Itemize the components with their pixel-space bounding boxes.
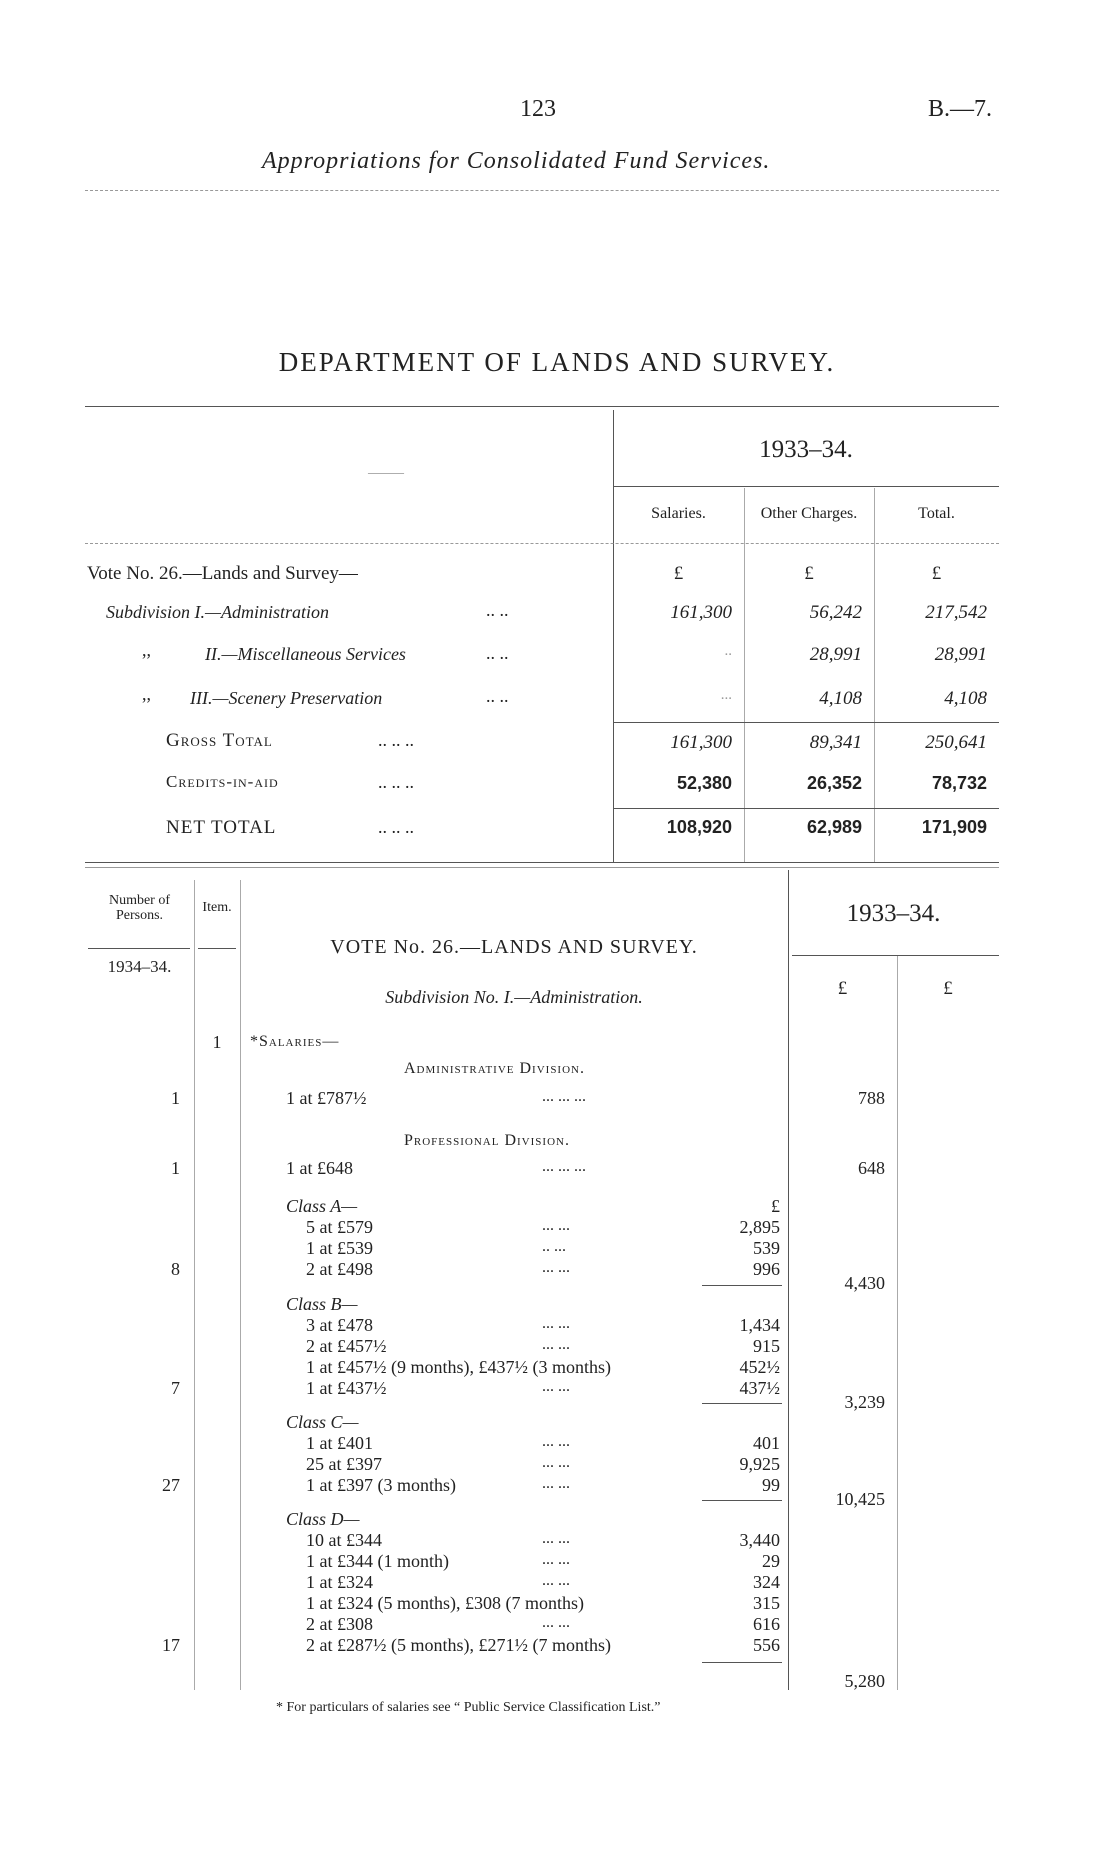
gross-total-label: Gross Total [166, 730, 273, 751]
salary-line: 1 at £437½ [306, 1378, 387, 1398]
summary-header-rule [85, 543, 999, 544]
class-total: 5,280 [844, 1671, 885, 1691]
salary-line: 2 at £457½ [306, 1336, 387, 1356]
salary-line: 10 at £344 [306, 1530, 382, 1550]
salary-line: 2 at £498 [306, 1259, 373, 1279]
persons-header-rule [88, 948, 190, 949]
vote-label: Vote No. 26.—Lands and Survey— [87, 563, 358, 584]
leader-dots: ... ... [542, 1551, 570, 1568]
leader-dots: .. .. [486, 600, 509, 620]
salary-amount: 915 [753, 1336, 780, 1356]
admin-salary-total: 788 [858, 1088, 885, 1108]
currency-salaries: £ [673, 563, 684, 584]
summary-stub-dash: ——— [368, 465, 404, 479]
salary-line: 2 at £287½ (5 months), £271½ (7 months) [306, 1635, 611, 1655]
leader-dots: ... ... [542, 1433, 570, 1450]
col-number-of-persons: Number of Persons. [108, 893, 171, 923]
gross-total-rule [613, 722, 999, 723]
col-other-charges-header: Other Charges. [760, 505, 858, 522]
credits-total: 78,732 [931, 773, 987, 793]
salary-amount: 9,925 [739, 1454, 780, 1474]
detail-currency-2: £ [943, 978, 953, 999]
class-subtotal-rule [702, 1662, 782, 1663]
salary-line: 25 at £397 [306, 1454, 382, 1474]
summary-row-label: II.—Miscellaneous Services [205, 644, 406, 664]
summary-row-label: III.—Scenery Preservation [190, 688, 383, 708]
ditto-mark: ,, [142, 640, 151, 660]
salary-amount: 2,895 [739, 1217, 780, 1237]
salary-line: 2 at £308 [306, 1614, 373, 1634]
salaries-heading: *Salaries— [250, 1033, 340, 1050]
net-total-label: NET TOTAL [166, 817, 277, 838]
salary-amount: 556 [753, 1635, 780, 1655]
detail-year: 1933–34. [846, 900, 941, 927]
prof-persons: 1 [171, 1158, 180, 1178]
salary-amount: 1,434 [739, 1315, 780, 1335]
salary-amount: 437½ [739, 1378, 780, 1398]
summary-col-divider-3 [874, 488, 875, 862]
administrative-division-heading: Administrative Division. [404, 1060, 585, 1077]
leader-dots: .. .. .. [378, 730, 414, 750]
salary-line: 1 at £539 [306, 1238, 373, 1258]
salary-line: 1 at £397 (3 months) [306, 1475, 456, 1495]
salary-amount: 539 [753, 1238, 780, 1258]
gross-total-total: 250,641 [925, 732, 987, 753]
page-title: DEPARTMENT OF LANDS AND SURVEY. [278, 347, 836, 377]
amount-col-divider-2 [897, 955, 898, 1690]
class-persons: 7 [171, 1378, 180, 1398]
currency-total: £ [931, 563, 942, 584]
currency-other: £ [804, 563, 814, 584]
item-number: 1 [212, 1032, 222, 1052]
class-total: 4,430 [844, 1273, 885, 1293]
col-salaries-header: Salaries. [651, 505, 706, 522]
salary-amount: 315 [753, 1593, 780, 1613]
net-total-salaries: 108,920 [666, 817, 732, 837]
header-rule [85, 190, 999, 191]
leader-dots: ... ... [542, 1572, 570, 1589]
class-heading: Class B— [286, 1294, 358, 1314]
net-total-total: 171,909 [921, 817, 987, 837]
detail-currency-1: £ [837, 978, 848, 999]
leader-dots: .. .. .. [378, 817, 414, 837]
summary-bottom-rule-2 [85, 867, 999, 868]
class-total: 10,425 [835, 1489, 885, 1509]
credits-salaries: 52,380 [676, 773, 732, 793]
document-reference: B.—7. [928, 96, 993, 122]
admin-persons: 1 [171, 1088, 180, 1108]
credits-in-aid-label: Credits-in-aid [166, 772, 279, 791]
summary-col-divider-2 [744, 488, 745, 862]
leader-dots: ... ... [542, 1378, 570, 1395]
salary-line: 1 at £324 (5 months), £308 (7 months) [306, 1593, 584, 1613]
summary-row-total: 28,991 [934, 644, 987, 665]
inner-currency: £ [771, 1196, 780, 1216]
persons-col-divider [194, 880, 195, 1690]
detail-year-rule [792, 955, 999, 956]
gross-total-other: 89,341 [809, 732, 862, 753]
gross-total-salaries: 161,300 [670, 732, 732, 753]
prof-salary-total: 648 [858, 1158, 885, 1178]
subdivision-title: Subdivision No. I.—Administration. [385, 987, 643, 1007]
ditto-mark: ,, [142, 684, 151, 704]
salary-amount: 452½ [739, 1357, 780, 1377]
class-subtotal-rule [702, 1285, 782, 1286]
salary-amount: 29 [762, 1551, 780, 1571]
col-item: Item. [202, 900, 232, 915]
prof-salary-line: 1 at £648 [286, 1158, 353, 1178]
summary-bottom-rule [85, 862, 999, 863]
summary-row-total: 4,108 [944, 688, 987, 709]
leader-dots: ... ... [542, 1614, 570, 1631]
leader-dots: ... ... ... [542, 1088, 586, 1105]
leader-dots: ... ... [542, 1475, 570, 1492]
vote-title: VOTE No. 26.—LANDS AND SURVEY. [330, 936, 698, 958]
summary-row-salaries: 161,300 [670, 602, 732, 623]
leader-dots: ... ... [542, 1530, 570, 1547]
summary-year-rule [613, 486, 999, 487]
summary-year: 1933–34. [759, 436, 853, 463]
salary-amount: 99 [762, 1475, 780, 1495]
net-total-other: 62,989 [806, 817, 862, 837]
salary-line: 1 at £344 (1 month) [306, 1551, 449, 1571]
leader-dots: .. .. .. [378, 772, 414, 792]
professional-division-heading: Professional Division. [404, 1132, 570, 1149]
class-subtotal-rule [702, 1403, 782, 1404]
col-total-header: Total. [918, 505, 955, 522]
salary-line: 3 at £478 [306, 1315, 373, 1335]
net-total-rule [613, 808, 999, 809]
page-number: 123 [520, 96, 556, 122]
summary-row-other: 28,991 [809, 644, 862, 665]
leader-dots: ... ... [542, 1336, 570, 1353]
class-subtotal-rule [702, 1500, 782, 1501]
leader-dots: ... ... [542, 1259, 570, 1276]
footnote: * For particulars of salaries see “ Public Service Classification List.” [276, 1700, 661, 1715]
page-subtitle: Appropriations for Consolidated Fund Services. [262, 148, 771, 174]
summary-row-other: 56,242 [809, 602, 862, 623]
salary-line: 1 at £324 [306, 1572, 373, 1592]
salary-line: 1 at £401 [306, 1433, 373, 1453]
leader-dots: .. ... [542, 1238, 566, 1255]
summary-row-total: 217,542 [925, 602, 987, 623]
salary-amount: 401 [753, 1433, 780, 1453]
leader-dots: ... ... [542, 1217, 570, 1234]
salary-line: 5 at £579 [306, 1217, 373, 1237]
class-persons: 8 [171, 1259, 180, 1279]
summary-top-rule [85, 406, 999, 407]
summary-row-label: Subdivision I.—Administration [106, 602, 330, 622]
salary-amount: 324 [753, 1572, 780, 1592]
leader-dots: ... ... ... [542, 1158, 586, 1175]
class-total: 3,239 [844, 1392, 885, 1412]
item-header-rule [198, 948, 236, 949]
salary-line: 1 at £457½ (9 months), £437½ (3 months) [306, 1357, 611, 1377]
leader-dots: .. .. [486, 643, 509, 663]
class-persons: 27 [162, 1475, 180, 1495]
col-year-label: 1934–34. [107, 957, 172, 976]
credits-other: 26,352 [806, 773, 862, 793]
summary-row-other: 4,108 [819, 688, 862, 709]
summary-row-salaries: .. [724, 643, 732, 659]
leader-dots: ... ... [542, 1454, 570, 1471]
leader-dots: .. .. [486, 686, 509, 706]
summary-col-divider [613, 410, 614, 862]
admin-salary-line: 1 at £787½ [286, 1088, 367, 1108]
summary-row-salaries: ... [720, 687, 732, 703]
class-persons: 17 [162, 1635, 180, 1655]
salary-amount: 616 [753, 1614, 780, 1634]
leader-dots: ... ... [542, 1315, 570, 1332]
class-heading: Class D— [286, 1509, 360, 1529]
salary-amount: 996 [753, 1259, 780, 1279]
class-heading: Class A— [286, 1196, 358, 1216]
salary-amount: 3,440 [739, 1530, 780, 1550]
class-heading: Class C— [286, 1412, 359, 1432]
